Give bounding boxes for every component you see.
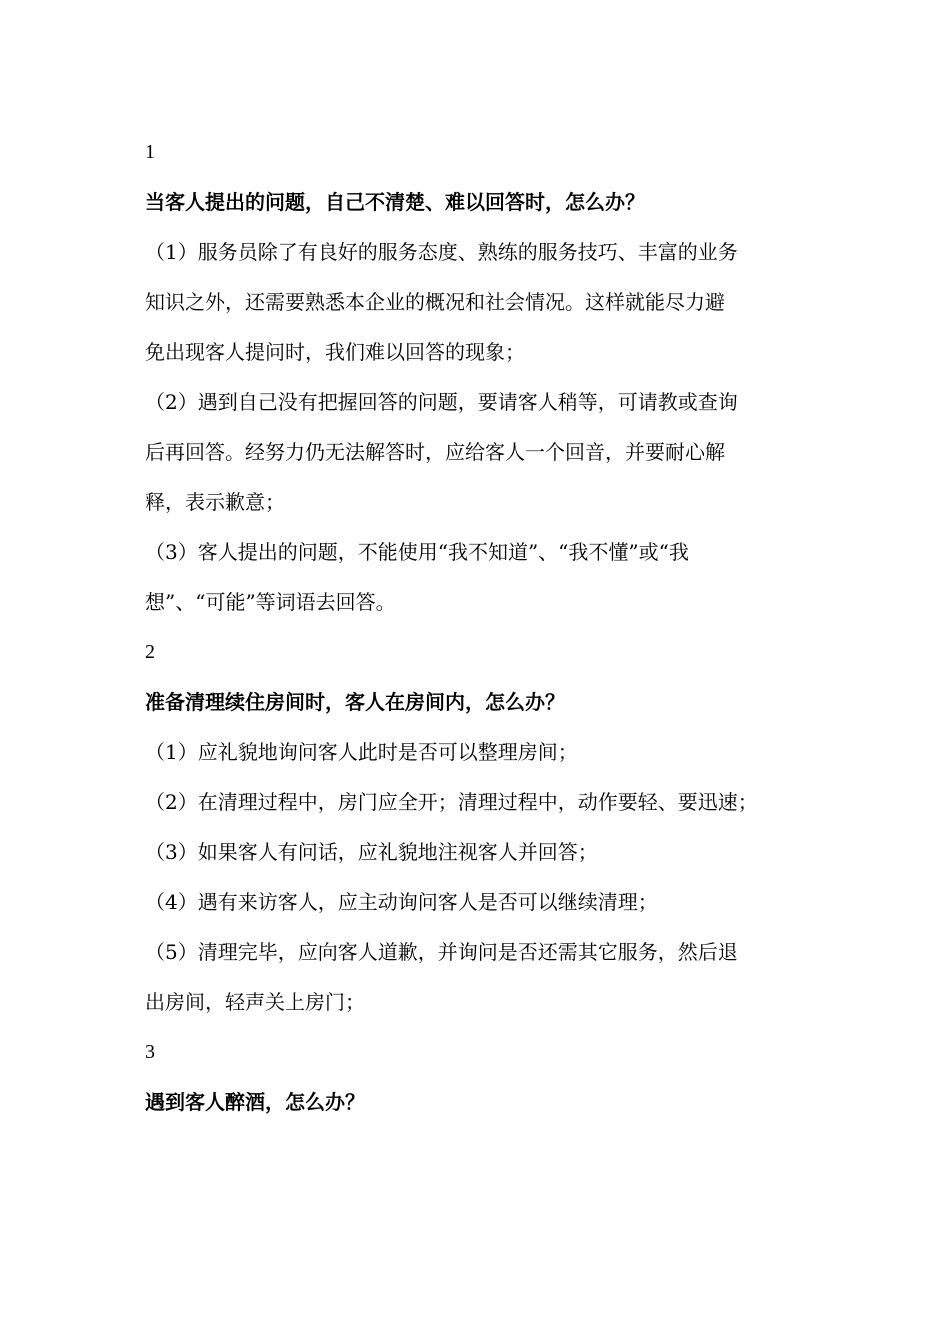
answer-line: （5）清理完毕，应向客人道歉，并询问是否还需其它服务，然后退 bbox=[145, 940, 738, 964]
section-number: 2 bbox=[145, 641, 155, 663]
answer-item bbox=[145, 727, 825, 777]
answer-item bbox=[145, 927, 825, 1027]
section-question: 遇到客人醉酒，怎么办？ bbox=[145, 1090, 365, 1114]
section-1 bbox=[145, 127, 825, 1127]
answer-line: 后再回答。经努力仍无法解答时，应给客人一个回音，并要耐心解 bbox=[145, 440, 725, 464]
section-number: 3 bbox=[145, 1041, 155, 1063]
answer-item bbox=[145, 877, 825, 927]
answer-line: 想”、“可能”等词语去回答。 bbox=[145, 590, 396, 614]
answer-item bbox=[145, 527, 825, 627]
section-question: 当客人提出的问题，自己不清楚、难以回答时，怎么办？ bbox=[145, 190, 645, 214]
answer-line: 释，表示歉意； bbox=[145, 490, 285, 514]
answer-line: （1）服务员除了有良好的服务态度、熟练的服务技巧、丰富的业务 bbox=[145, 240, 738, 264]
answer-line: 知识之外，还需要熟悉本企业的概况和社会情况。这样就能尽力避 bbox=[145, 290, 725, 314]
answer-line: （3）如果客人有问话，应礼貌地注视客人并回答； bbox=[145, 840, 598, 864]
answer-item bbox=[145, 777, 825, 827]
answer-line: 出房间，轻声关上房门； bbox=[145, 990, 365, 1014]
answer-line: 免出现客人提问时，我们难以回答的现象； bbox=[145, 340, 525, 364]
answer-line: （2）遇到自己没有把握回答的问题，要请客人稍等，可请教或查询 bbox=[145, 390, 738, 414]
section-question: 准备清理续住房间时，客人在房间内，怎么办？ bbox=[145, 690, 565, 714]
answer-line: （4）遇有来访客人，应主动询问客人是否可以继续清理； bbox=[145, 890, 658, 914]
answer-line: （2）在清理过程中，房门应全开；清理过程中，动作要轻、要迅速； bbox=[145, 790, 758, 814]
answer-line: （3）客人提出的问题，不能使用“我不知道”、“我不懂”或“我 bbox=[145, 540, 689, 564]
answer-item bbox=[145, 227, 825, 377]
answer-item bbox=[145, 377, 825, 527]
section-number: 1 bbox=[145, 141, 155, 163]
answer-line: （1）应礼貌地询问客人此时是否可以整理房间； bbox=[145, 740, 578, 764]
answer-item bbox=[145, 827, 825, 877]
